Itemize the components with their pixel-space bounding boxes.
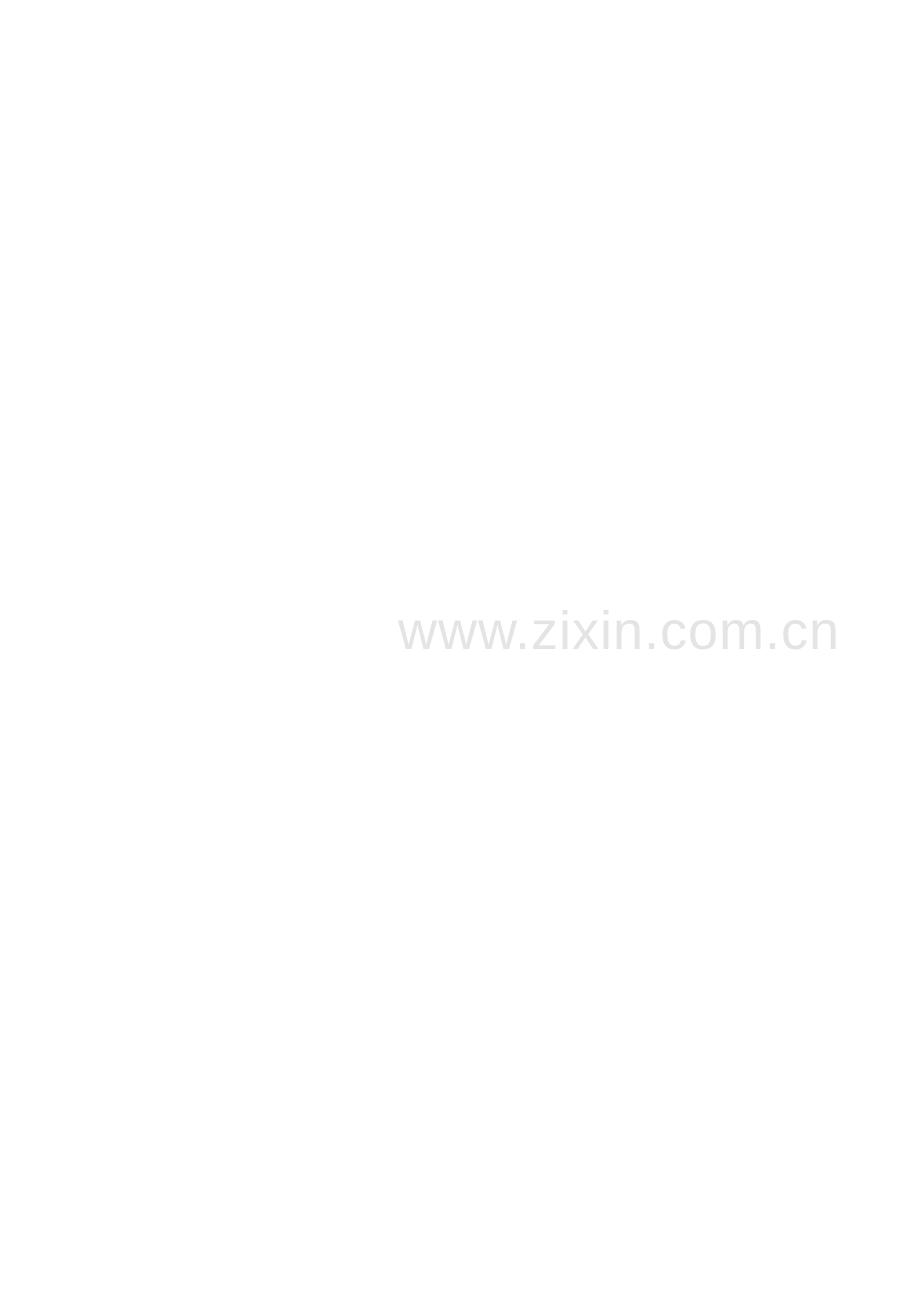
watermark: www.zixin.com.cn — [398, 601, 841, 661]
